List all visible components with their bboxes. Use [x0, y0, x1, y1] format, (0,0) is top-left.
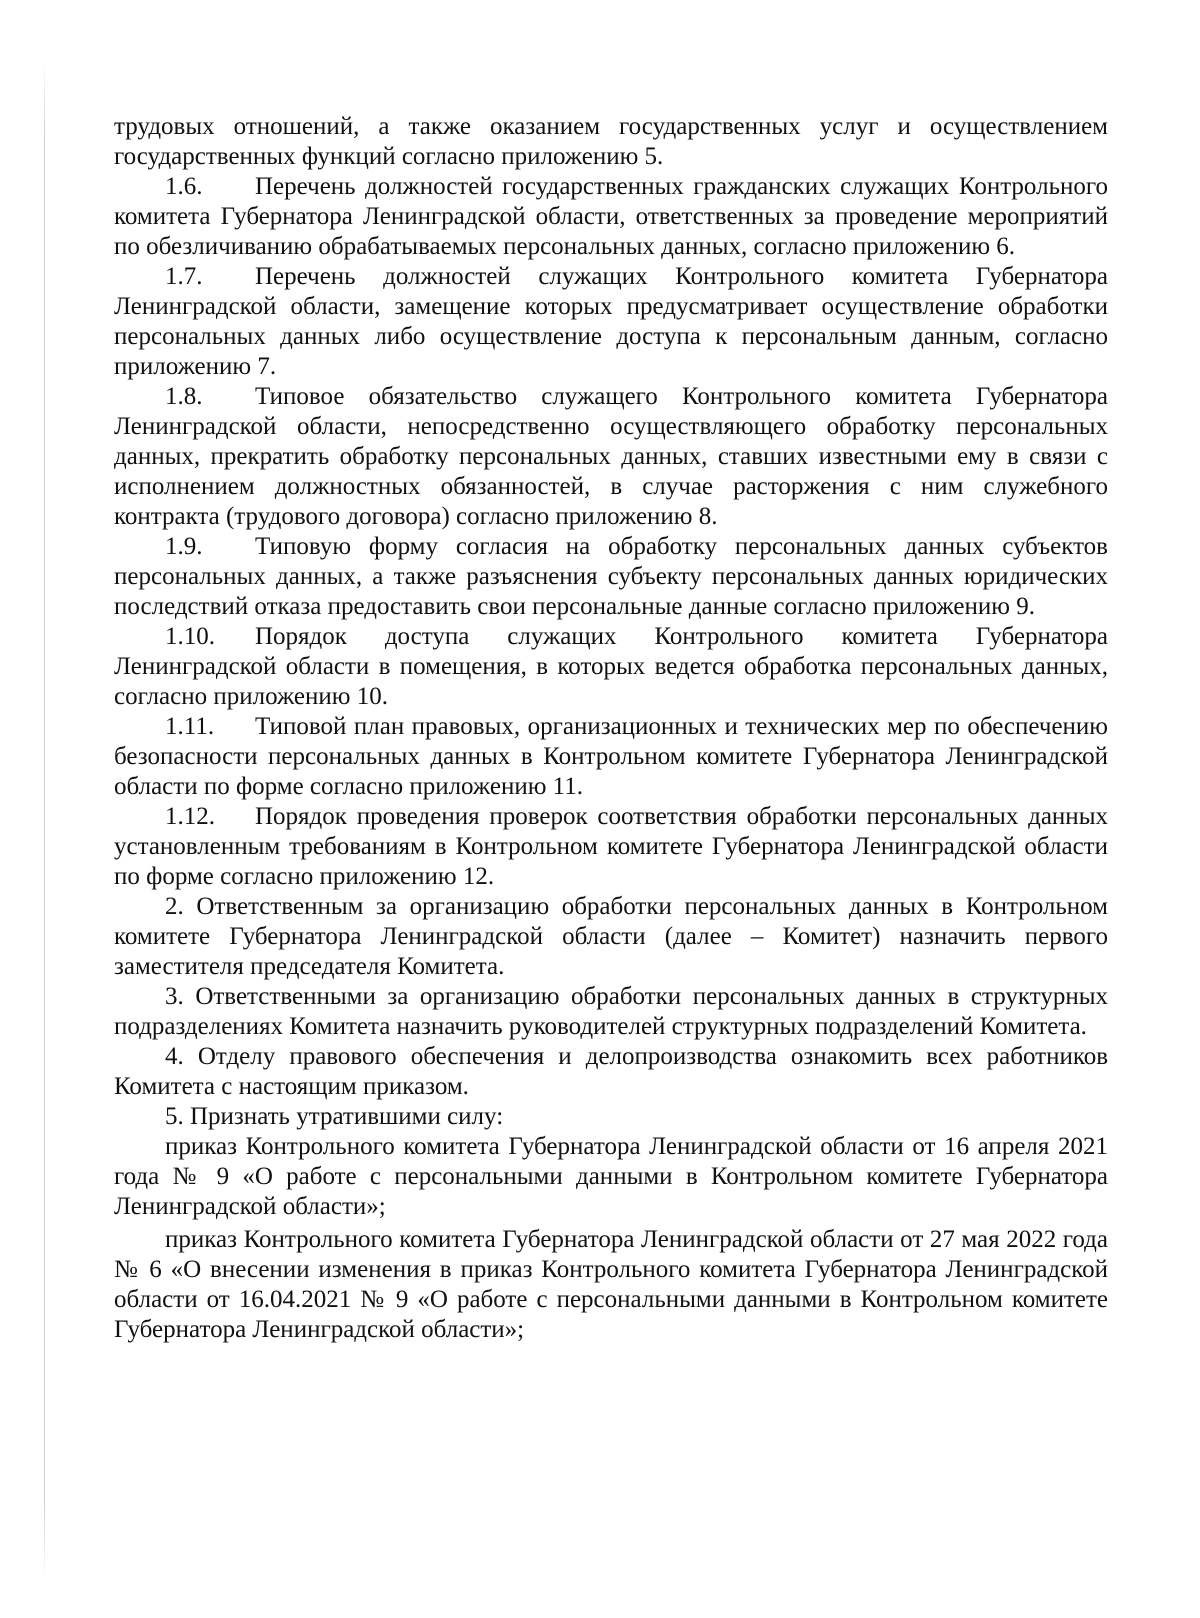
paragraph-text: Типовое обязательство служащего Контрольного комитета Губернатора Ленинградской области, непосредственно осуществляющего обработку персональных данных, прекратить обработку персональных данных, ставших известными ему в связи с исполнением должностных обязанностей, в случае расторжения с ним служебного контракта (трудового договора) согласно приложению 8. [114, 383, 1108, 530]
paragraph-1-8 [114, 382, 1108, 532]
paragraph-1-11 [114, 712, 1108, 802]
paragraph-2 [114, 892, 1108, 982]
paragraph-text: Ответственными за организацию обработки персональных данных в структурных подразделениях Комитета назначить руководителей структурных подразделений Комитета. [114, 983, 1109, 1040]
paragraph-3 [114, 982, 1108, 1042]
paragraph-continuation [114, 112, 1108, 172]
paragraph-text: Ответственным за организацию обработки персональных данных в Контрольном комитете Губернатора Ленинградской области (далее – Комитет) назначить первого заместителя председателя Комитета. [114, 893, 1109, 980]
paragraph-text: Перечень должностей служащих Контрольного комитета Губернатора Ленинградской области, замещение которых предусматривает осуществление обработки персональных данных либо осуществление доступа к персональным данным, согласно приложению 7. [114, 263, 1108, 380]
paragraph-text: Типовой план правовых, организационных и технических мер по обеспечению безопасности персональных данных в Контрольном комитете Губернатора Ленинградской области по форме согласно приложению 11. [114, 713, 1108, 800]
paragraph-number: 3. [165, 983, 184, 1010]
document-body [114, 112, 1108, 1345]
paragraph-4 [114, 1042, 1108, 1102]
paragraph-text: Перечень должностей государственных гражданских служащих Контрольного комитета Губернатора Ленинградской области, ответственных за проведение мероприятий по обезличиванию обрабатываемых персональных данных, согласно приложению 6. [114, 173, 1108, 260]
paragraph-text: приказ Контрольного комитета Губернатора Ленинградской области от 16 апреля 2021 года № 9 «О работе с персональными данными в Контрольном комитете Губернатора Ленинградской области»; [114, 1133, 1108, 1220]
paragraph-1-10 [114, 622, 1108, 712]
paragraph-5 [114, 1102, 1108, 1132]
paragraph-1-7 [114, 262, 1108, 382]
paragraph-number: 1.7. [165, 263, 203, 290]
paragraph-number: 2. [165, 893, 184, 920]
paragraph-text: Порядок проведения проверок соответствия обработки персональных данных установленным требованиям в Контрольном комитете Губернатора Ленинградской области по форме согласно приложению 12. [114, 803, 1108, 890]
paragraph-number: 1.9. [165, 533, 203, 560]
paragraph-text: приказ Контрольного комитета Губернатора Ленинградской области от 27 мая 2022 года № 6 «О внесении изменения в приказ Контрольного комитета Губернатора Ленинградской области от 16.04.2021 № 9 «О работе с персональными данными в Контрольном комитете Губернатора Ленинградской области»; [114, 1226, 1108, 1343]
paragraph-1-6 [114, 172, 1108, 262]
paragraph-text: Порядок доступа служащих Контрольного комитета Губернатора Ленинградской области в помещения, в которых ведется обработка персональных данных, согласно приложению 10. [114, 623, 1108, 710]
paragraph-text: Типовую форму согласия на обработку персональных данных субъектов персональных данных, а также разъяснения субъекту персональных данных юридических последствий отказа предоставить свои персональные данные согласно приложению 9. [114, 533, 1108, 620]
paragraph-text: Признать утратившими силу: [190, 1103, 504, 1130]
paragraph-number: 4. [165, 1043, 184, 1070]
paragraph-5-item-1 [114, 1132, 1108, 1222]
paragraph-number: 1.11. [165, 713, 215, 740]
paragraph-number: 1.8. [165, 383, 203, 410]
scan-edge-line [44, 60, 45, 1580]
paragraph-5-item-2 [114, 1225, 1108, 1345]
paragraph-number: 5. [165, 1103, 184, 1130]
paragraph-text: Отделу правового обеспечения и делопроизводства ознакомить всех работников Комитета с настоящим приказом. [114, 1043, 1109, 1100]
paragraph-1-9 [114, 532, 1108, 622]
paragraph-1-12 [114, 802, 1108, 892]
paragraph-number: 1.12. [165, 803, 215, 830]
paragraph-number: 1.6. [165, 173, 203, 200]
paragraph-number: 1.10. [165, 623, 215, 650]
paragraph-text: трудовых отношений, а также оказанием государственных услуг и осуществлением государственных функций согласно приложению 5. [114, 113, 1108, 170]
